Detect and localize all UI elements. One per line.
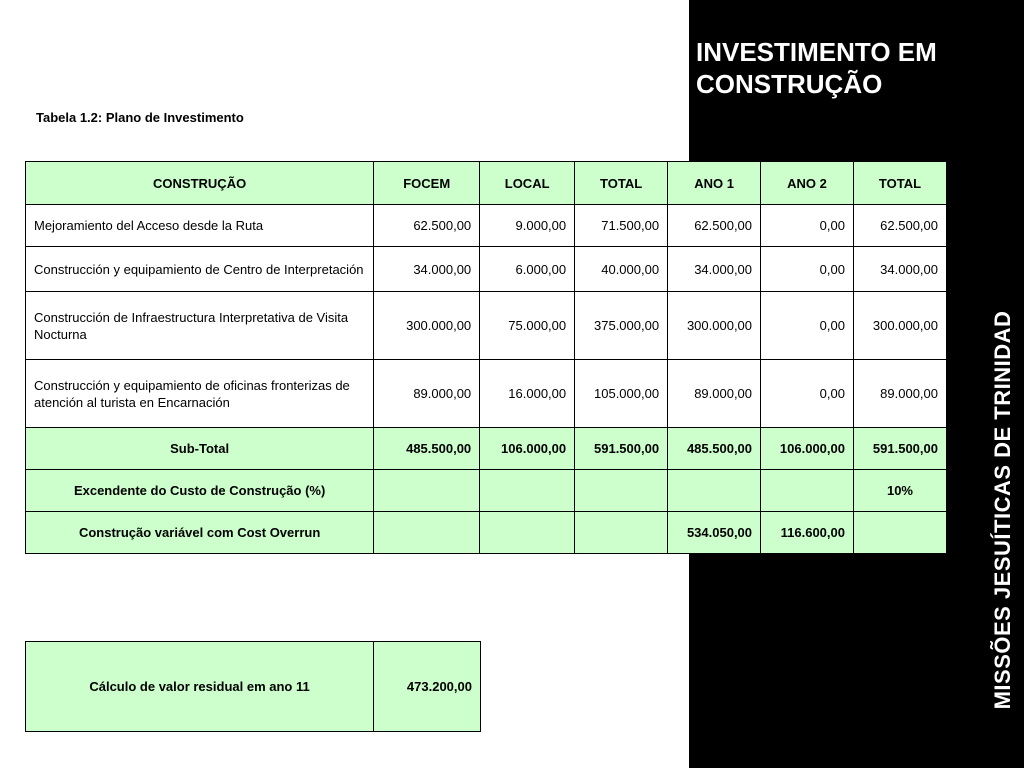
- cell-total-anos: 89.000,00: [853, 360, 946, 428]
- overrun-ano-2: 116.600,00: [761, 512, 854, 554]
- row-description: Construcción y equipamiento de oficinas fronterizas de atención al turista en Encarnación: [26, 360, 374, 428]
- residual-table: [25, 641, 481, 732]
- overrun-label: Construção variável com Cost Overrun: [26, 512, 374, 554]
- subtotal-label: Sub-Total: [26, 428, 374, 470]
- header-focem: FOCEM: [374, 162, 480, 205]
- excedente-percent: 10%: [853, 470, 946, 512]
- excedente-focem: [374, 470, 480, 512]
- excedente-total: [575, 470, 668, 512]
- row-description: Mejoramiento del Acceso desde la Ruta: [26, 205, 374, 247]
- row-description: Construcción de Infraestructura Interpretativa de Visita Nocturna: [26, 292, 374, 360]
- table-header-row: [26, 162, 947, 205]
- cell-local: 75.000,00: [480, 292, 575, 360]
- overrun-local: [480, 512, 575, 554]
- cell-local: 9.000,00: [480, 205, 575, 247]
- subtotal-total-anos: 591.500,00: [853, 428, 946, 470]
- header-construcao: CONSTRUÇÃO: [26, 162, 374, 205]
- cell-ano-1: 300.000,00: [668, 292, 761, 360]
- excedente-ano-1: [668, 470, 761, 512]
- vertical-title: MISSÕES JESUÍTICAS DE TRINIDAD: [990, 310, 1015, 710]
- subtotal-local: 106.000,00: [480, 428, 575, 470]
- cell-local: 6.000,00: [480, 247, 575, 292]
- table-row: [26, 292, 947, 360]
- subtotal-ano-1: 485.500,00: [668, 428, 761, 470]
- cell-focem: 300.000,00: [374, 292, 480, 360]
- cell-ano-1: 34.000,00: [668, 247, 761, 292]
- table-row: [26, 360, 947, 428]
- subtotal-total: 591.500,00: [575, 428, 668, 470]
- cell-total-anos: 300.000,00: [853, 292, 946, 360]
- header-ano-2: ANO 2: [761, 162, 854, 205]
- cell-ano-2: 0,00: [761, 360, 854, 428]
- cell-total-anos: 34.000,00: [853, 247, 946, 292]
- cell-total: 105.000,00: [575, 360, 668, 428]
- subtotal-focem: 485.500,00: [374, 428, 480, 470]
- slide-title: INVESTIMENTO EM CONSTRUÇÃO: [696, 37, 937, 99]
- subtotal-row: [26, 428, 947, 470]
- residual-value: 473.200,00: [374, 642, 481, 732]
- excedente-row: [26, 470, 947, 512]
- cell-ano-2: 0,00: [761, 292, 854, 360]
- overrun-total: [575, 512, 668, 554]
- cell-total-anos: 62.500,00: [853, 205, 946, 247]
- table-row: [26, 205, 947, 247]
- residual-row: [26, 642, 481, 732]
- cell-total: 71.500,00: [575, 205, 668, 247]
- cell-local: 16.000,00: [480, 360, 575, 428]
- investment-table: [25, 161, 947, 554]
- residual-label: Cálculo de valor residual em ano 11: [26, 642, 374, 732]
- row-description: Construcción y equipamiento de Centro de Interpretación: [26, 247, 374, 292]
- overrun-ano-1: 534.050,00: [668, 512, 761, 554]
- excedente-label: Excendente do Custo de Construção (%): [26, 470, 374, 512]
- table-caption: Tabela 1.2: Plano de Investimento: [36, 110, 244, 125]
- overrun-total-anos: [853, 512, 946, 554]
- overrun-row: [26, 512, 947, 554]
- header-local: LOCAL: [480, 162, 575, 205]
- table-row: [26, 247, 947, 292]
- cell-ano-2: 0,00: [761, 247, 854, 292]
- subtotal-ano-2: 106.000,00: [761, 428, 854, 470]
- cell-ano-2: 0,00: [761, 205, 854, 247]
- cell-focem: 34.000,00: [374, 247, 480, 292]
- cell-focem: 89.000,00: [374, 360, 480, 428]
- cell-ano-1: 89.000,00: [668, 360, 761, 428]
- cell-ano-1: 62.500,00: [668, 205, 761, 247]
- header-ano-1: ANO 1: [668, 162, 761, 205]
- excedente-local: [480, 470, 575, 512]
- cell-total: 40.000,00: [575, 247, 668, 292]
- overrun-focem: [374, 512, 480, 554]
- cell-total: 375.000,00: [575, 292, 668, 360]
- header-total-anos: TOTAL: [853, 162, 946, 205]
- excedente-ano-2: [761, 470, 854, 512]
- cell-focem: 62.500,00: [374, 205, 480, 247]
- header-total: TOTAL: [575, 162, 668, 205]
